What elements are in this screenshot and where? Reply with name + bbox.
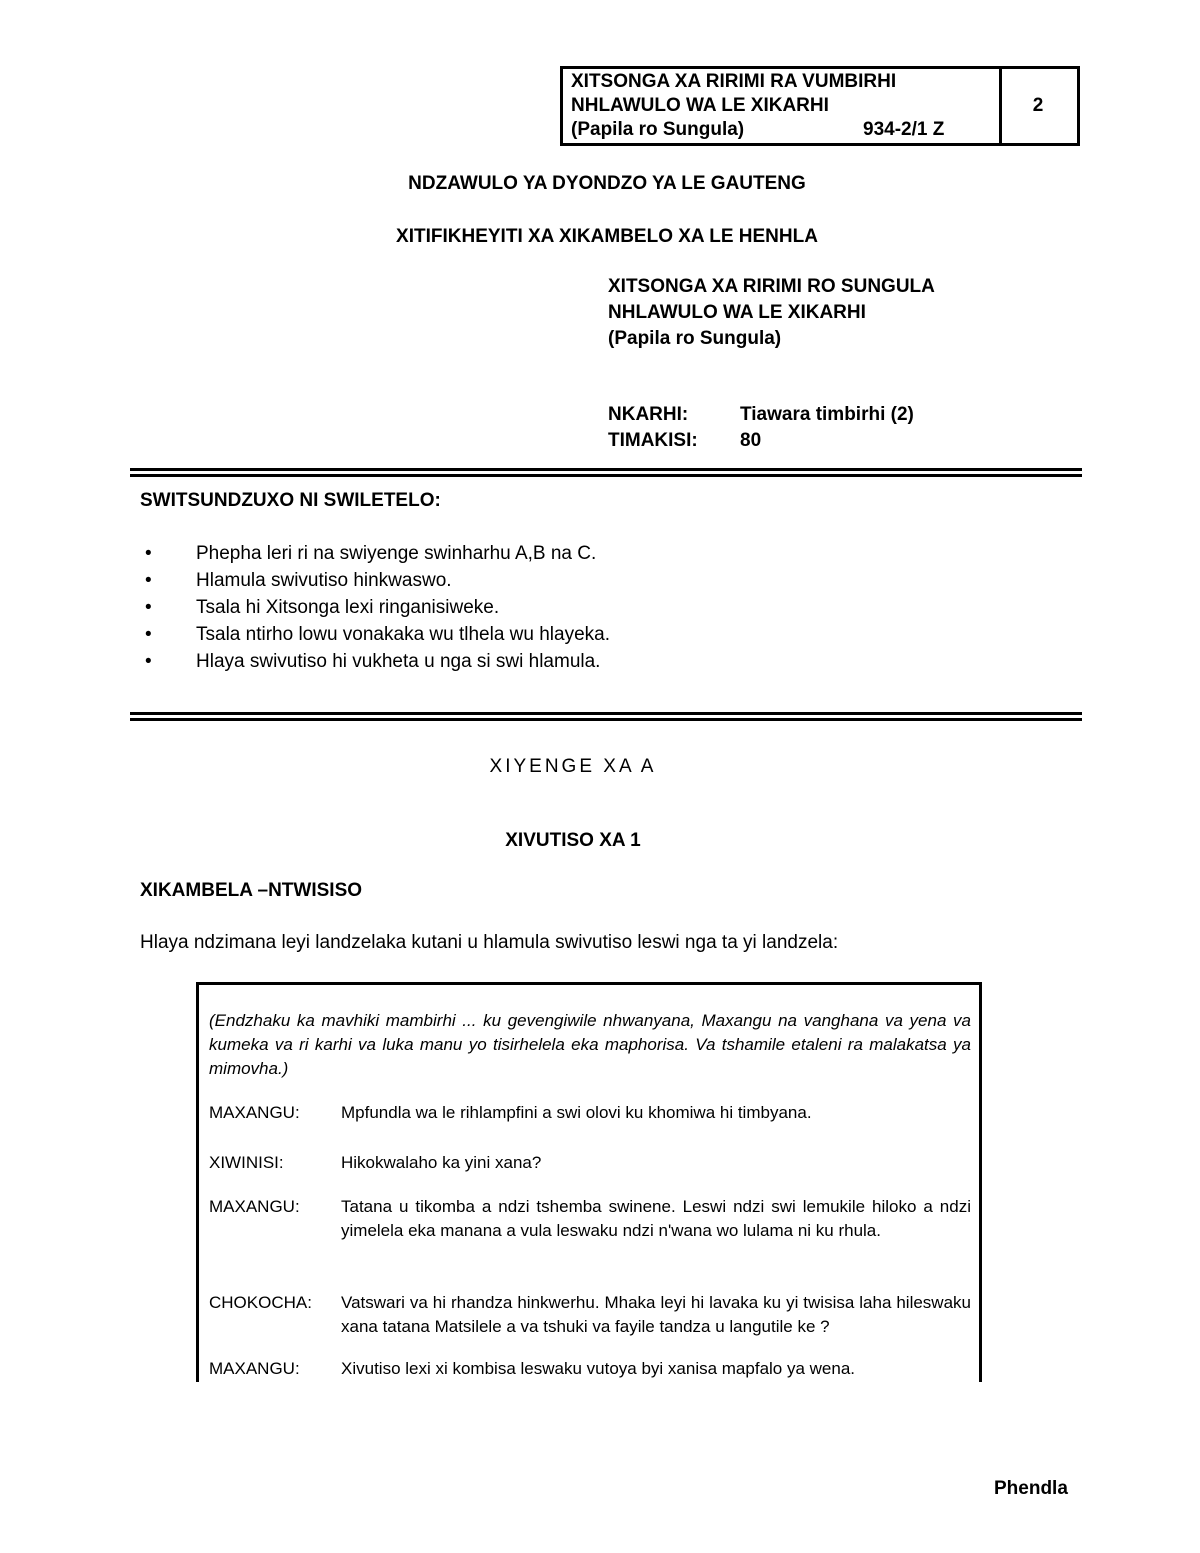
list-item: • Tsala hi Xitsonga lexi ringanisiweke. bbox=[140, 594, 610, 621]
time-label: NKARHI: bbox=[608, 404, 689, 425]
dialogue-speaker: MAXANGU: bbox=[209, 1359, 300, 1378]
bullet-icon: • bbox=[145, 597, 152, 618]
passage-box bbox=[196, 982, 982, 1382]
subject-line-1: XITSONGA XA RIRIMI RO SUNGULA bbox=[608, 276, 935, 297]
bullet-icon: • bbox=[145, 651, 152, 672]
header-line-3: (Papila ro Sungula) bbox=[571, 119, 745, 140]
section-title: XIYENGE XA A bbox=[489, 756, 657, 777]
subject-line-3: (Papila ro Sungula) bbox=[608, 328, 782, 349]
page-number: 2 bbox=[1032, 95, 1044, 116]
header-title-cell bbox=[563, 69, 1002, 143]
dialogue-text: Mpfundla wa le rihlampfini a swi olovi ku khomiwa hi timbyana. bbox=[341, 1103, 812, 1122]
dialogue-text: Tatana u tikomba a ndzi tshemba swinene. Leswi ndzi swi lemukile hiloko a ndzi yimelela eka manana a vula leswaku ndzi n'wana wo lulama ni ku rhula. bbox=[341, 1197, 971, 1240]
bullet-icon: • bbox=[145, 543, 152, 564]
header-line-2: NHLAWULO WA LE XIKARHI bbox=[571, 95, 829, 116]
department-title: NDZAWULO YA DYONDZO YA LE GAUTENG bbox=[408, 173, 806, 194]
subject-line-2: NHLAWULO WA LE XIKARHI bbox=[608, 302, 866, 323]
dialogue-text: Hikokwalaho ka yini xana? bbox=[341, 1153, 542, 1172]
subsection-title: XIKAMBELA –NTWISISO bbox=[140, 880, 363, 901]
dialogue-speaker: MAXANGU: bbox=[209, 1103, 300, 1122]
dialogue-speaker: CHOKOCHA: bbox=[209, 1293, 312, 1312]
dialogue-text: Xivutiso lexi xi kombisa leswaku vutoya byi xanisa mapfalo ya wena. bbox=[341, 1359, 856, 1378]
list-item: • Hlaya swivutiso hi vukheta u nga si swi hlamula. bbox=[140, 648, 610, 675]
list-item: • Phepha leri ri na swiyenge swinharhu A,B na C. bbox=[140, 540, 610, 567]
intro-text: Hlaya ndzimana leyi landzelaka kutani u hlamula swivutiso leswi nga ta yi landzela: bbox=[140, 932, 839, 953]
footer-continue: Phendla bbox=[994, 1478, 1068, 1499]
marks-label: TIMAKISI: bbox=[608, 430, 698, 451]
dialogue-speaker: XIWINISI: bbox=[209, 1153, 284, 1172]
list-item: • Tsala ntirho lowu vonakaka wu tlhela wu hlayeka. bbox=[140, 621, 610, 648]
instructions-title: SWITSUNDZUXO NI SWILETELO: bbox=[140, 490, 441, 511]
time-value: Tiawara timbirhi (2) bbox=[740, 404, 914, 425]
certificate-title: XITIFIKHEYITI XA XIKAMBELO XA LE HENHLA bbox=[396, 226, 818, 247]
bullet-icon: • bbox=[145, 570, 152, 591]
list-item: • Hlamula swivutiso hinkwaswo. bbox=[140, 567, 610, 594]
instructions-list bbox=[140, 540, 610, 675]
marks-value: 80 bbox=[740, 430, 762, 451]
header-box bbox=[560, 66, 1080, 146]
bullet-icon: • bbox=[145, 624, 152, 645]
passage-intro: (Endzhaku ka mavhiki mambirhi ... ku gevengiwile nhwanyana, Maxangu na vanghana va yena va kumeka va ri karhi va luka manu yo tisirhelela eka maphorisa. Va tshamile etaleni ra malakatsa ya mimovha.) bbox=[209, 1011, 971, 1078]
dialogue-text: Vatswari va hi rhandza hinkwerhu. Mhaka leyi hi lavaka ku yi twisisa laha hileswaku xana tatana Matsilele a va tshuki va fayile tandza u langutile ke ? bbox=[341, 1293, 971, 1336]
header-line-1: XITSONGA XA RIRIMI RA VUMBIRHI bbox=[571, 71, 897, 92]
dialogue-speaker: MAXANGU: bbox=[209, 1197, 300, 1216]
paper-code: 934-2/1 Z bbox=[863, 119, 945, 140]
question-title: XIVUTISO XA 1 bbox=[505, 830, 641, 851]
